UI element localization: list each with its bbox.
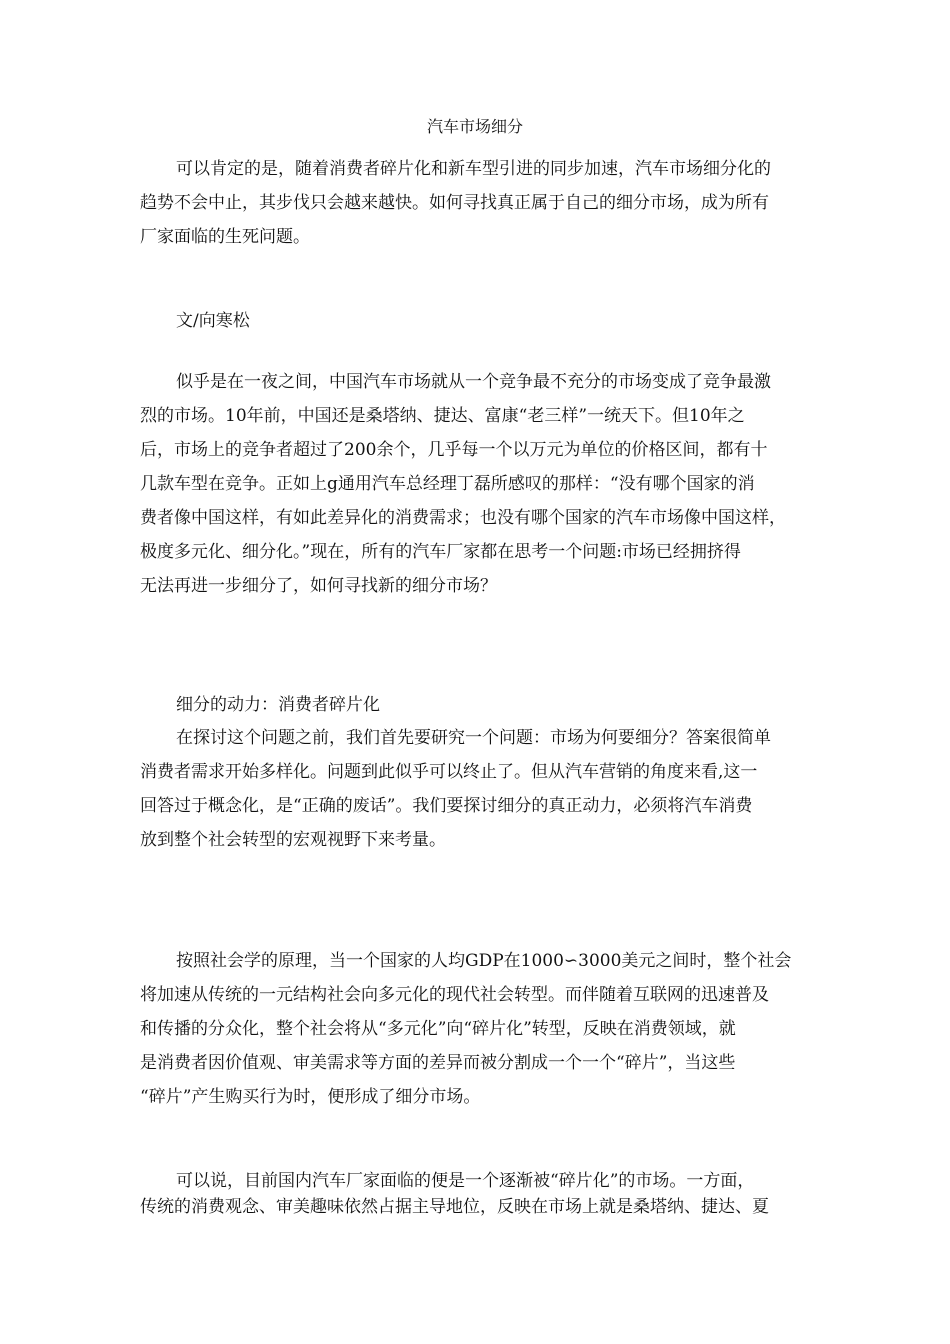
text-line: 后，市场上的竞争者超过了200余个，几乎每一个以万元为单位的价格区间，都有十 [140,440,768,460]
text-line: 费者像中国这样，有如此差异化的消费需求；也没有哪个国家的汽车市场像中国这样， [140,508,786,528]
paragraph-1 [140,365,820,603]
text-line: 传统的消费观念、审美趣味依然占据主导地位，反映在市场上就是桑塔纳、捷达、夏 [140,1197,769,1217]
paragraph-intro [140,152,820,254]
text-line: 趋势不会中止，其步伐只会越来越快。如何寻找真正属于自己的细分市场，成为所有 [140,193,769,213]
text-line: 烈的市场。10年前，中国还是桑塔纳、捷达、富康“老三样”一统天下。但10年之 [140,406,745,426]
document-title: 汽车市场细分 [426,117,523,136]
text-line: 似乎是在一夜之间，中国汽车市场就从一个竞争最不充分的市场变成了竞争最激 [176,372,771,392]
paragraph-2 [140,721,820,857]
text-line: 极度多元化、细分化。”现在，所有的汽车厂家都在思考一个问题:市场已经拥挤得 [140,542,741,562]
section-heading-text: 细分的动力：消费者碎片化 [176,695,380,715]
text-line: 几款车型在竞争。正如上g通用汽车总经理丁磊所感叹的那样：“没有哪个国家的消 [140,474,755,494]
paragraph-3 [140,944,820,1114]
section-heading [140,688,820,722]
text-line: 在探讨这个问题之前，我们首先要研究一个问题：市场为何要细分？答案很简单 [176,728,771,748]
text-line: 将加速从传统的一元结构社会向多元化的现代社会转型。而伴随着互联网的迅速普及 [140,985,769,1005]
text-line: 按照社会学的原理，当一个国家的人均GDP在1000∽3000美元之间时，整个社会 [176,951,792,971]
text-line: 消费者需求开始多样化。问题到此似乎可以终止了。但从汽车营销的角度来看,这一 [140,762,758,782]
paragraph-4 [140,1168,820,1220]
text-line: 可以肯定的是，随着消费者碎片化和新车型引进的同步加速，汽车市场细分化的 [176,159,771,179]
text-line: 可以说，目前国内汽车厂家面临的便是一个逐渐被“碎片化”的市场。一方面， [176,1171,755,1191]
byline [140,304,820,338]
text-line: 回答过于概念化，是“正确的废话”。我们要探讨细分的真正动力，必须将汽车消费 [140,796,753,816]
text-line: 放到整个社会转型的宏观视野下来考量。 [140,830,446,850]
byline-text: 文/向寒松 [176,311,250,331]
text-line: 无法再进一步细分了，如何寻找新的细分市场？ [140,576,497,596]
text-line: “碎片”产生购买行为时，便形成了细分市场。 [140,1087,481,1107]
text-line: 是消费者因价值观、审美需求等方面的差异而被分割成一个一个“碎片”，当这些 [140,1053,736,1073]
text-line: 厂家面临的生死问题。 [140,227,310,247]
text-line: 和传播的分众化，整个社会将从“多元化”向“碎片化”转型，反映在消费领域，就 [140,1019,736,1039]
